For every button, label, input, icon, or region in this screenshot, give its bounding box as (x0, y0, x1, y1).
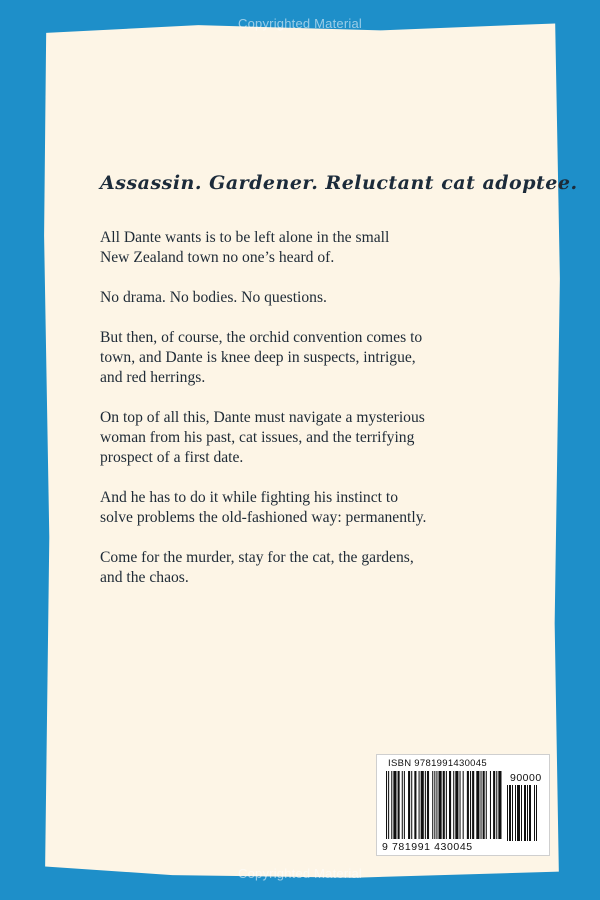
blurb-line: and red herrings. (100, 369, 206, 386)
blurb-paragraph-3 (100, 328, 500, 388)
blurb-line: Come for the murder, stay for the cat, the gardens, (100, 549, 414, 566)
blurb-paragraph-4 (100, 408, 500, 468)
blurb-line: No drama. No bodies. No questions. (100, 289, 327, 306)
isbn-label: ISBN 9781991430045 (388, 758, 487, 769)
isbn-barcode (376, 754, 550, 856)
tagline: Assassin. Gardener. Reluctant cat adoptee. (100, 172, 578, 194)
blurb-paragraph-2 (100, 288, 500, 308)
watermark-top: Copyrighted Material (238, 16, 362, 31)
blurb-paragraph-1 (100, 228, 500, 268)
blurb-line: prospect of a first date. (100, 449, 244, 466)
price-code: 90000 (510, 772, 542, 784)
blurb-paragraph-5 (100, 488, 500, 528)
blurb-line: And he has to do it while fighting his instinct to (100, 489, 398, 506)
blurb-paragraph-6 (100, 548, 500, 588)
barcode-digits: 9 781991 430045 (382, 841, 473, 853)
blurb-line: town, and Dante is knee deep in suspects, intrigue, (100, 349, 416, 366)
blurb-line: woman from his past, cat issues, and the terrifying (100, 429, 415, 446)
barcode-bars-icon (386, 771, 502, 843)
blurb-line: New Zealand town no one’s heard of. (100, 249, 335, 266)
blurb-line: and the chaos. (100, 569, 189, 586)
blurb-text (100, 228, 500, 608)
blurb-line: All Dante wants is to be left alone in the small (100, 229, 390, 246)
watermark-bottom: Copyrighted Material (238, 866, 362, 881)
addon-barcode-bars-icon (507, 785, 543, 843)
blurb-line: But then, of course, the orchid convention comes to (100, 329, 423, 346)
blurb-line: On top of all this, Dante must navigate a mysterious (100, 409, 425, 426)
blurb-line: solve problems the old-fashioned way: permanently. (100, 509, 427, 526)
